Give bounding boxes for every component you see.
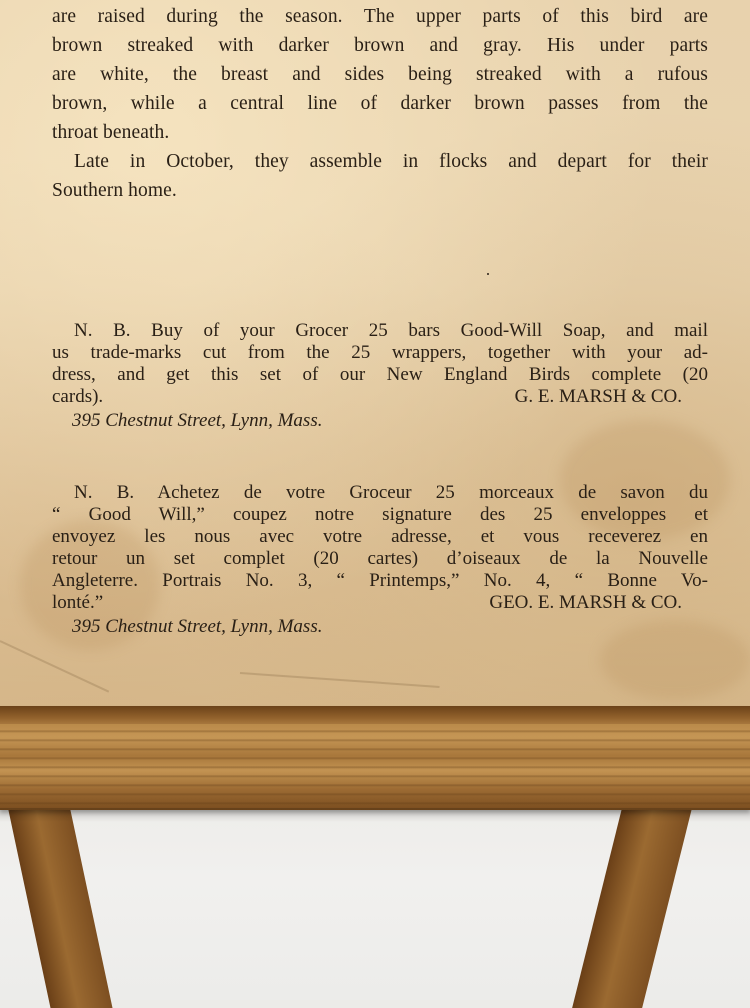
english-notice-line: dress, and get this set of our New England Birds complete (20: [52, 364, 708, 385]
english-notice-line: N. B. Buy of your Grocer 25 bars Good-Will Soap, and mail: [74, 320, 708, 341]
french-signature: GEO. E. MARSH & CO.: [489, 592, 682, 613]
ledge-shadow: [0, 808, 750, 822]
french-notice: [52, 482, 708, 638]
ink-speck: [487, 273, 489, 275]
english-notice-last-line: cards).: [52, 386, 104, 407]
french-notice-line: N. B. Achetez de votre Groceur 25 morceaux de savon du: [74, 482, 708, 503]
closing-line: Southern home.: [52, 180, 177, 201]
french-notice-line: Angleterre. Portrais No. 3, “ Printemps,” No. 4, “ Bonne Vo-: [52, 570, 708, 591]
easel-ledge-groove: [0, 706, 750, 724]
article-line: brown streaked with darker brown and gray. His under parts: [52, 35, 708, 56]
english-signature: G. E. MARSH & CO.: [514, 386, 682, 407]
article-text: [52, 2, 708, 205]
french-address: 395 Chestnut Street, Lynn, Mass.: [72, 616, 323, 637]
article-line: are raised during the season. The upper parts of this bird are: [52, 6, 708, 27]
paper-crease: [240, 672, 440, 688]
article-line: throat beneath.: [52, 122, 170, 143]
closing-line: Late in October, they assemble in flocks and depart for their: [74, 151, 708, 172]
french-signature-line: [52, 592, 708, 614]
french-notice-last-line: lonté.”: [52, 592, 104, 613]
closing-paragraph: [52, 147, 708, 205]
article-paragraph: [52, 2, 708, 147]
french-notice-line: envoyez les nous avec votre adresse, et vous receverez en: [52, 526, 708, 547]
article-line: brown, while a central line of darker brown passes from the: [52, 93, 708, 114]
english-signature-line: [52, 386, 708, 408]
french-notice-line: “ Good Will,” coupez notre signature des 25 enveloppes et: [52, 504, 708, 525]
article-line: are white, the breast and sides being streaked with a rufous: [52, 64, 708, 85]
english-notice-line: us trade-marks cut from the 25 wrappers, together with your ad-: [52, 342, 708, 363]
english-notice: [52, 320, 708, 432]
english-address: 395 Chestnut Street, Lynn, Mass.: [72, 410, 323, 431]
french-notice-line: retour un set complet (20 cartes) d’oiseaux de la Nouvelle: [52, 548, 708, 569]
